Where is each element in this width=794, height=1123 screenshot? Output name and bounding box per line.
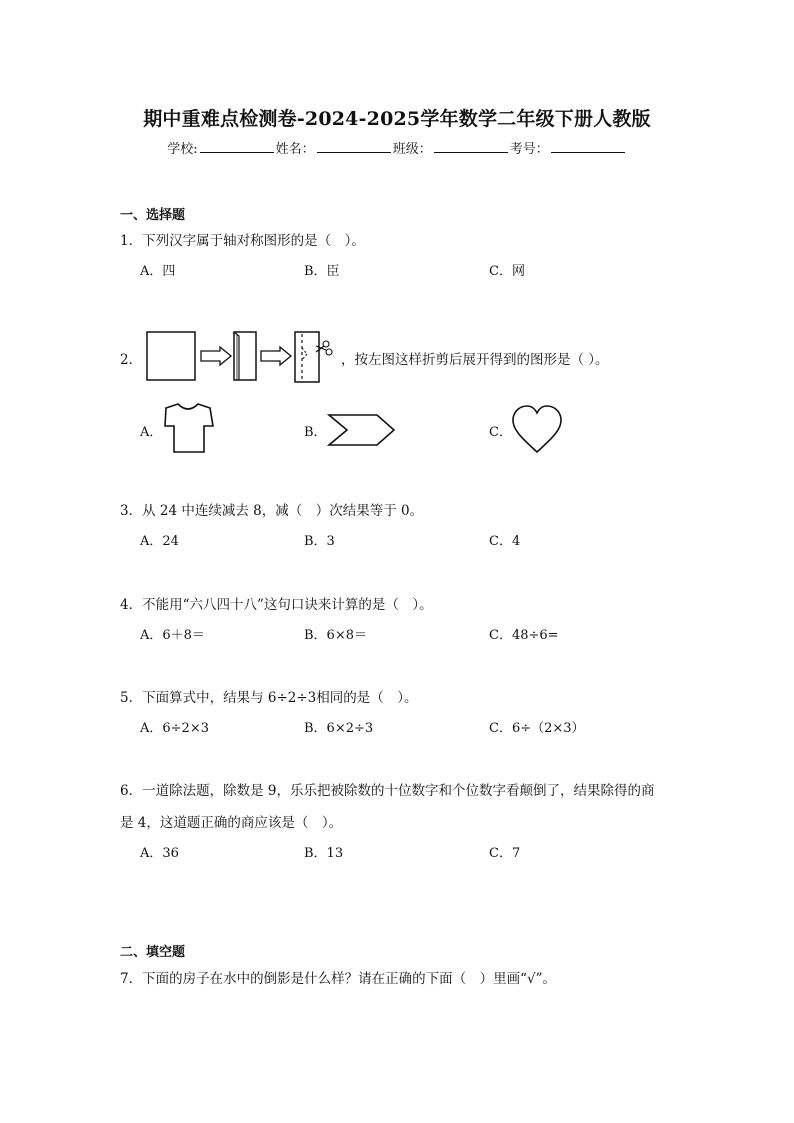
name-blank[interactable] xyxy=(317,140,391,153)
school-label: 学校: xyxy=(167,142,198,157)
question-3-option-b: B．3 xyxy=(304,534,335,549)
exam-number-label: 考号： xyxy=(509,142,549,157)
arrow-right-icon xyxy=(200,346,232,366)
folded-paper-icon xyxy=(231,330,259,382)
question-6-option-c: C．7 xyxy=(489,846,521,861)
class-label: 班级： xyxy=(392,142,432,157)
question-6-text-line-1: 6．一道除法题，除数是 9，乐乐把被除数的十位数字和个位数字看颠倒了，结果除得的商 xyxy=(120,783,655,799)
question-5-option-a: A．6÷2×3 xyxy=(140,721,209,736)
question-5-option-b: B．6×2÷3 xyxy=(304,721,374,736)
question-6-option-b: B．13 xyxy=(304,846,344,861)
question-2-option-a: A． xyxy=(140,425,163,440)
exam-number-blank[interactable] xyxy=(551,140,625,153)
question-6-text-line-2: 是 4，这道题正确的商应该是（ ）。 xyxy=(120,815,343,831)
class-blank[interactable] xyxy=(434,140,508,153)
chevron-shape-icon xyxy=(326,412,398,448)
question-4-option-b: B．6×8＝ xyxy=(304,628,367,643)
question-4-text: 4．不能用“六八四十八”这句口诀来计算的是（ ）。 xyxy=(120,597,433,613)
square-paper-icon xyxy=(146,330,196,382)
page-title: 期中重难点检测卷-2024-2025学年数学二年级下册人教版 xyxy=(143,108,651,130)
heart-shape-icon xyxy=(510,402,564,456)
scissors-cut-icon xyxy=(293,330,337,384)
question-2-option-b: B． xyxy=(304,425,327,440)
question-1-option-b: B．臣 xyxy=(304,264,340,279)
arrow-right-icon xyxy=(260,346,292,366)
name-label: 姓名： xyxy=(275,142,315,157)
question-6-option-a: A．36 xyxy=(140,846,179,861)
school-blank[interactable] xyxy=(200,140,274,153)
student-info-line xyxy=(0,138,794,157)
question-5-text: 5．下面算式中，结果与 6÷2÷3相同的是（ ）。 xyxy=(120,690,418,706)
question-2-text: ，按左图这样折剪后展开得到的图形是（ ）。 xyxy=(341,352,609,368)
question-2-option-c: C． xyxy=(489,425,512,440)
section-heading-fill-blank: 二、填空题 xyxy=(120,945,186,960)
question-3-text: 3．从 24 中连续减去 8，减（ ）次结果等于 0。 xyxy=(120,503,424,519)
question-2-number: 2． xyxy=(120,352,143,368)
question-3-option-c: C．4 xyxy=(489,534,521,549)
question-5-option-c: C．6÷（2×3） xyxy=(489,721,585,736)
question-4-option-c: C．48÷6= xyxy=(489,628,559,643)
t-shirt-shape-icon xyxy=(160,402,216,454)
question-1-option-a: A．四 xyxy=(140,264,176,279)
section-heading-choice: 一、选择题 xyxy=(120,208,186,223)
question-1-text: 1．下列汉字属于轴对称图形的是（ ）。 xyxy=(120,233,365,249)
question-1-option-c: C．网 xyxy=(489,264,525,279)
question-4-option-a: A．6＋8＝ xyxy=(140,628,205,643)
question-7-text: 7．下面的房子在水中的倒影是什么样？请在正确的下面（ ）里画“√”。 xyxy=(120,971,556,987)
question-3-option-a: A．24 xyxy=(140,534,179,549)
